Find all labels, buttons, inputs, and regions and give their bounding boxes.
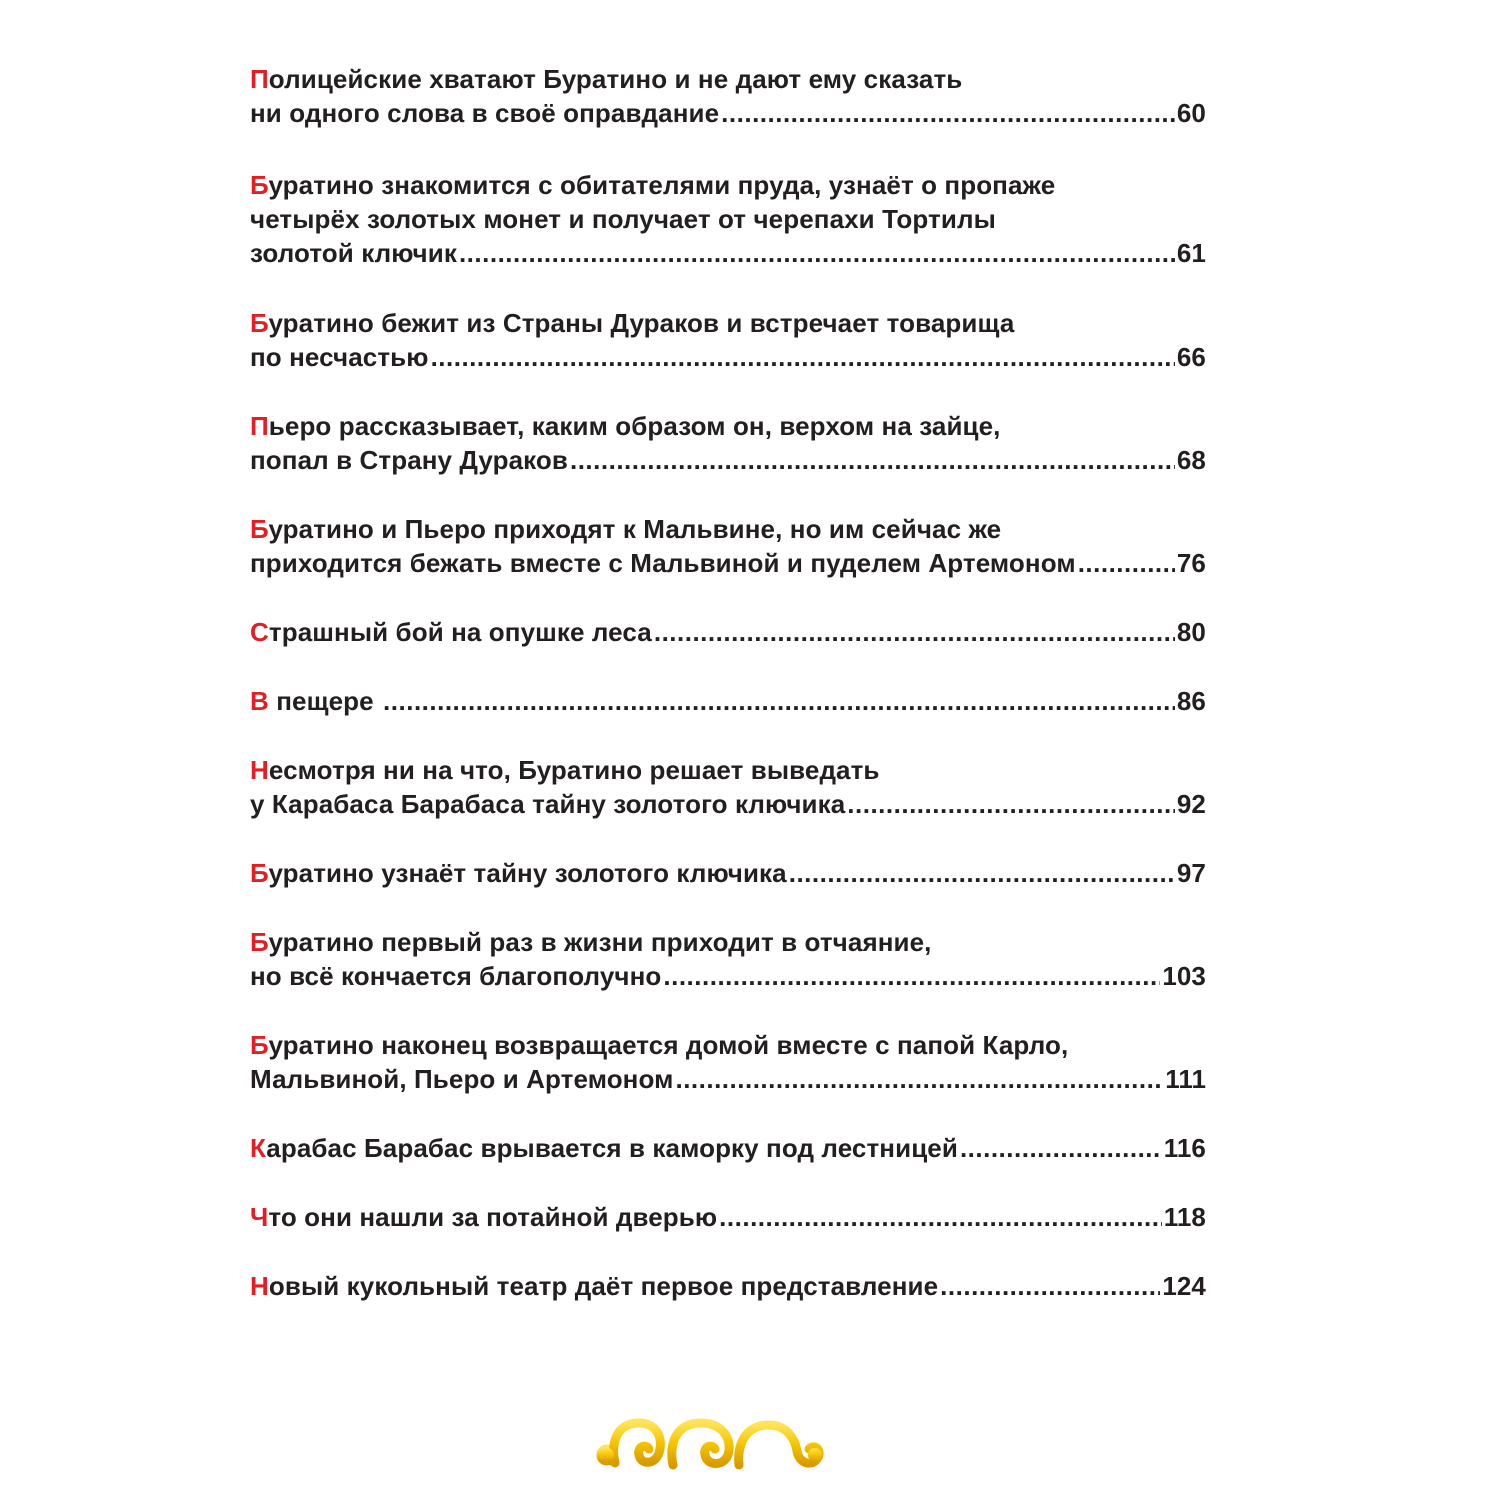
toc-text: олицейские хватают Буратино и не дают ему сказать (268, 64, 963, 94)
toc-entry[interactable] (250, 306, 1206, 374)
toc-text: ьеро рассказывает, каким образом он, верхом на зайце, (268, 411, 1001, 441)
toc-line (250, 512, 1206, 546)
toc-line-last (250, 443, 1206, 477)
toc-text: но всё кончается благополучно (250, 961, 662, 991)
toc-entry[interactable] (250, 1131, 1206, 1165)
toc-entry[interactable] (250, 62, 1206, 130)
toc-text: попал в Страну Дураков (250, 445, 568, 475)
dot-leader (383, 684, 1175, 718)
toc-text: уратино и Пьеро приходят к Мальвине, но им сейчас же (268, 514, 1002, 544)
page-number: 76 (1176, 548, 1206, 578)
dot-leader (940, 1269, 1160, 1303)
toc-entry[interactable] (250, 409, 1206, 477)
drop-initial: В (250, 686, 269, 716)
scroll-ornament-icon (593, 1415, 829, 1477)
toc-text: уратино бежит из Страны Дураков и встречает товарища (268, 308, 1015, 338)
dot-leader (1078, 546, 1175, 580)
toc-line (250, 62, 1206, 96)
toc-line-last (250, 1062, 1206, 1096)
toc-line-last (250, 787, 1206, 821)
toc-line-last (250, 1200, 1206, 1234)
drop-initial: Б (250, 514, 269, 544)
toc-line-last (250, 1131, 1206, 1165)
page-number: 66 (1176, 342, 1206, 372)
toc-line-last (250, 856, 1206, 890)
dot-leader (654, 615, 1175, 649)
toc-line (250, 306, 1206, 340)
toc-entry[interactable] (250, 1028, 1206, 1096)
toc-text: есмотря ни на что, Буратино решает выведать (268, 755, 880, 785)
toc-entry[interactable] (250, 856, 1206, 890)
drop-initial: Н (250, 1271, 269, 1301)
drop-initial: Ч (250, 1202, 269, 1232)
toc-text: Мальвиной, Пьеро и Артемоном (250, 1064, 674, 1094)
toc-line (250, 409, 1206, 443)
page-number: 118 (1163, 1202, 1206, 1232)
page-number: 86 (1176, 686, 1206, 716)
toc-line (250, 168, 1206, 202)
page-number: 97 (1176, 858, 1206, 888)
toc-text: уратино первый раз в жизни приходит в отчаяние, (268, 927, 932, 957)
page-number: 60 (1176, 98, 1206, 128)
drop-initial: Н (250, 755, 269, 785)
drop-initial: Б (250, 927, 269, 957)
toc-line-last (250, 546, 1206, 580)
toc-line-last (250, 96, 1206, 130)
toc-text: пещере (268, 686, 382, 716)
page-number: 103 (1162, 961, 1206, 991)
toc-entry[interactable] (250, 925, 1206, 993)
dot-leader (721, 96, 1175, 130)
toc-text: овый кукольный театр даёт первое представление (268, 1271, 939, 1301)
dot-leader (960, 1131, 1162, 1165)
page-number: 68 (1176, 445, 1206, 475)
toc-entry[interactable] (250, 512, 1206, 580)
toc-text: ни одного слова в своё оправдание (250, 98, 720, 128)
page-number: 111 (1165, 1064, 1206, 1094)
page-number: 124 (1162, 1271, 1206, 1301)
toc-text: уратино наконец возвращается домой вместе с папой Карло, (268, 1030, 1069, 1060)
toc-text: трашный бой на опушке леса (268, 617, 652, 647)
dot-leader (789, 856, 1175, 890)
drop-initial: К (250, 1133, 267, 1163)
dot-leader (675, 1062, 1163, 1096)
dot-leader (459, 236, 1175, 270)
toc-entry[interactable] (250, 1200, 1206, 1234)
dot-leader (570, 443, 1175, 477)
toc-line (250, 202, 1206, 236)
toc-text: приходится бежать вместе с Мальвиной и пуделем Артемоном (250, 548, 1076, 578)
toc-text: то они нашли за потайной дверью (268, 1202, 718, 1232)
drop-initial: С (250, 617, 269, 647)
toc-line-last (250, 959, 1206, 993)
toc-line-last (250, 684, 1206, 718)
toc-entry[interactable] (250, 753, 1206, 821)
toc-text: уратино узнаёт тайну золотого ключика (268, 858, 787, 888)
drop-initial: Б (250, 170, 269, 200)
toc-line-last (250, 236, 1206, 270)
drop-initial: П (250, 411, 269, 441)
toc-line-last (250, 340, 1206, 374)
dot-leader (431, 340, 1175, 374)
drop-initial: Б (250, 308, 269, 338)
toc-entry[interactable] (250, 684, 1206, 718)
page-number: 80 (1176, 617, 1206, 647)
toc-line (250, 753, 1206, 787)
dot-leader (847, 787, 1175, 821)
toc-text: у Карабаса Барабаса тайну золотого ключика (250, 789, 846, 819)
toc-line (250, 1028, 1206, 1062)
toc-text: по несчастью (250, 342, 429, 372)
toc-line-last (250, 615, 1206, 649)
toc-entry[interactable] (250, 615, 1206, 649)
toc-line-last (250, 1269, 1206, 1303)
drop-initial: П (250, 64, 269, 94)
toc-text: арабас Барабас врывается в каморку под лестницей (266, 1133, 958, 1163)
toc-text: уратино знакомится с обитателями пруда, узнаёт о пропаже (268, 170, 1056, 200)
page-number: 61 (1176, 238, 1206, 268)
dot-leader (663, 959, 1160, 993)
dot-leader (719, 1200, 1162, 1234)
toc-text: золотой ключик (250, 238, 457, 268)
toc-line (250, 925, 1206, 959)
toc-entry[interactable] (250, 1269, 1206, 1303)
toc-text: четырёх золотых монет и получает от черепахи Тортилы (250, 204, 996, 234)
page-number: 92 (1176, 789, 1206, 819)
page-number: 116 (1163, 1133, 1206, 1163)
drop-initial: Б (250, 1030, 269, 1060)
drop-initial: Б (250, 858, 269, 888)
toc-entry[interactable] (250, 168, 1206, 270)
